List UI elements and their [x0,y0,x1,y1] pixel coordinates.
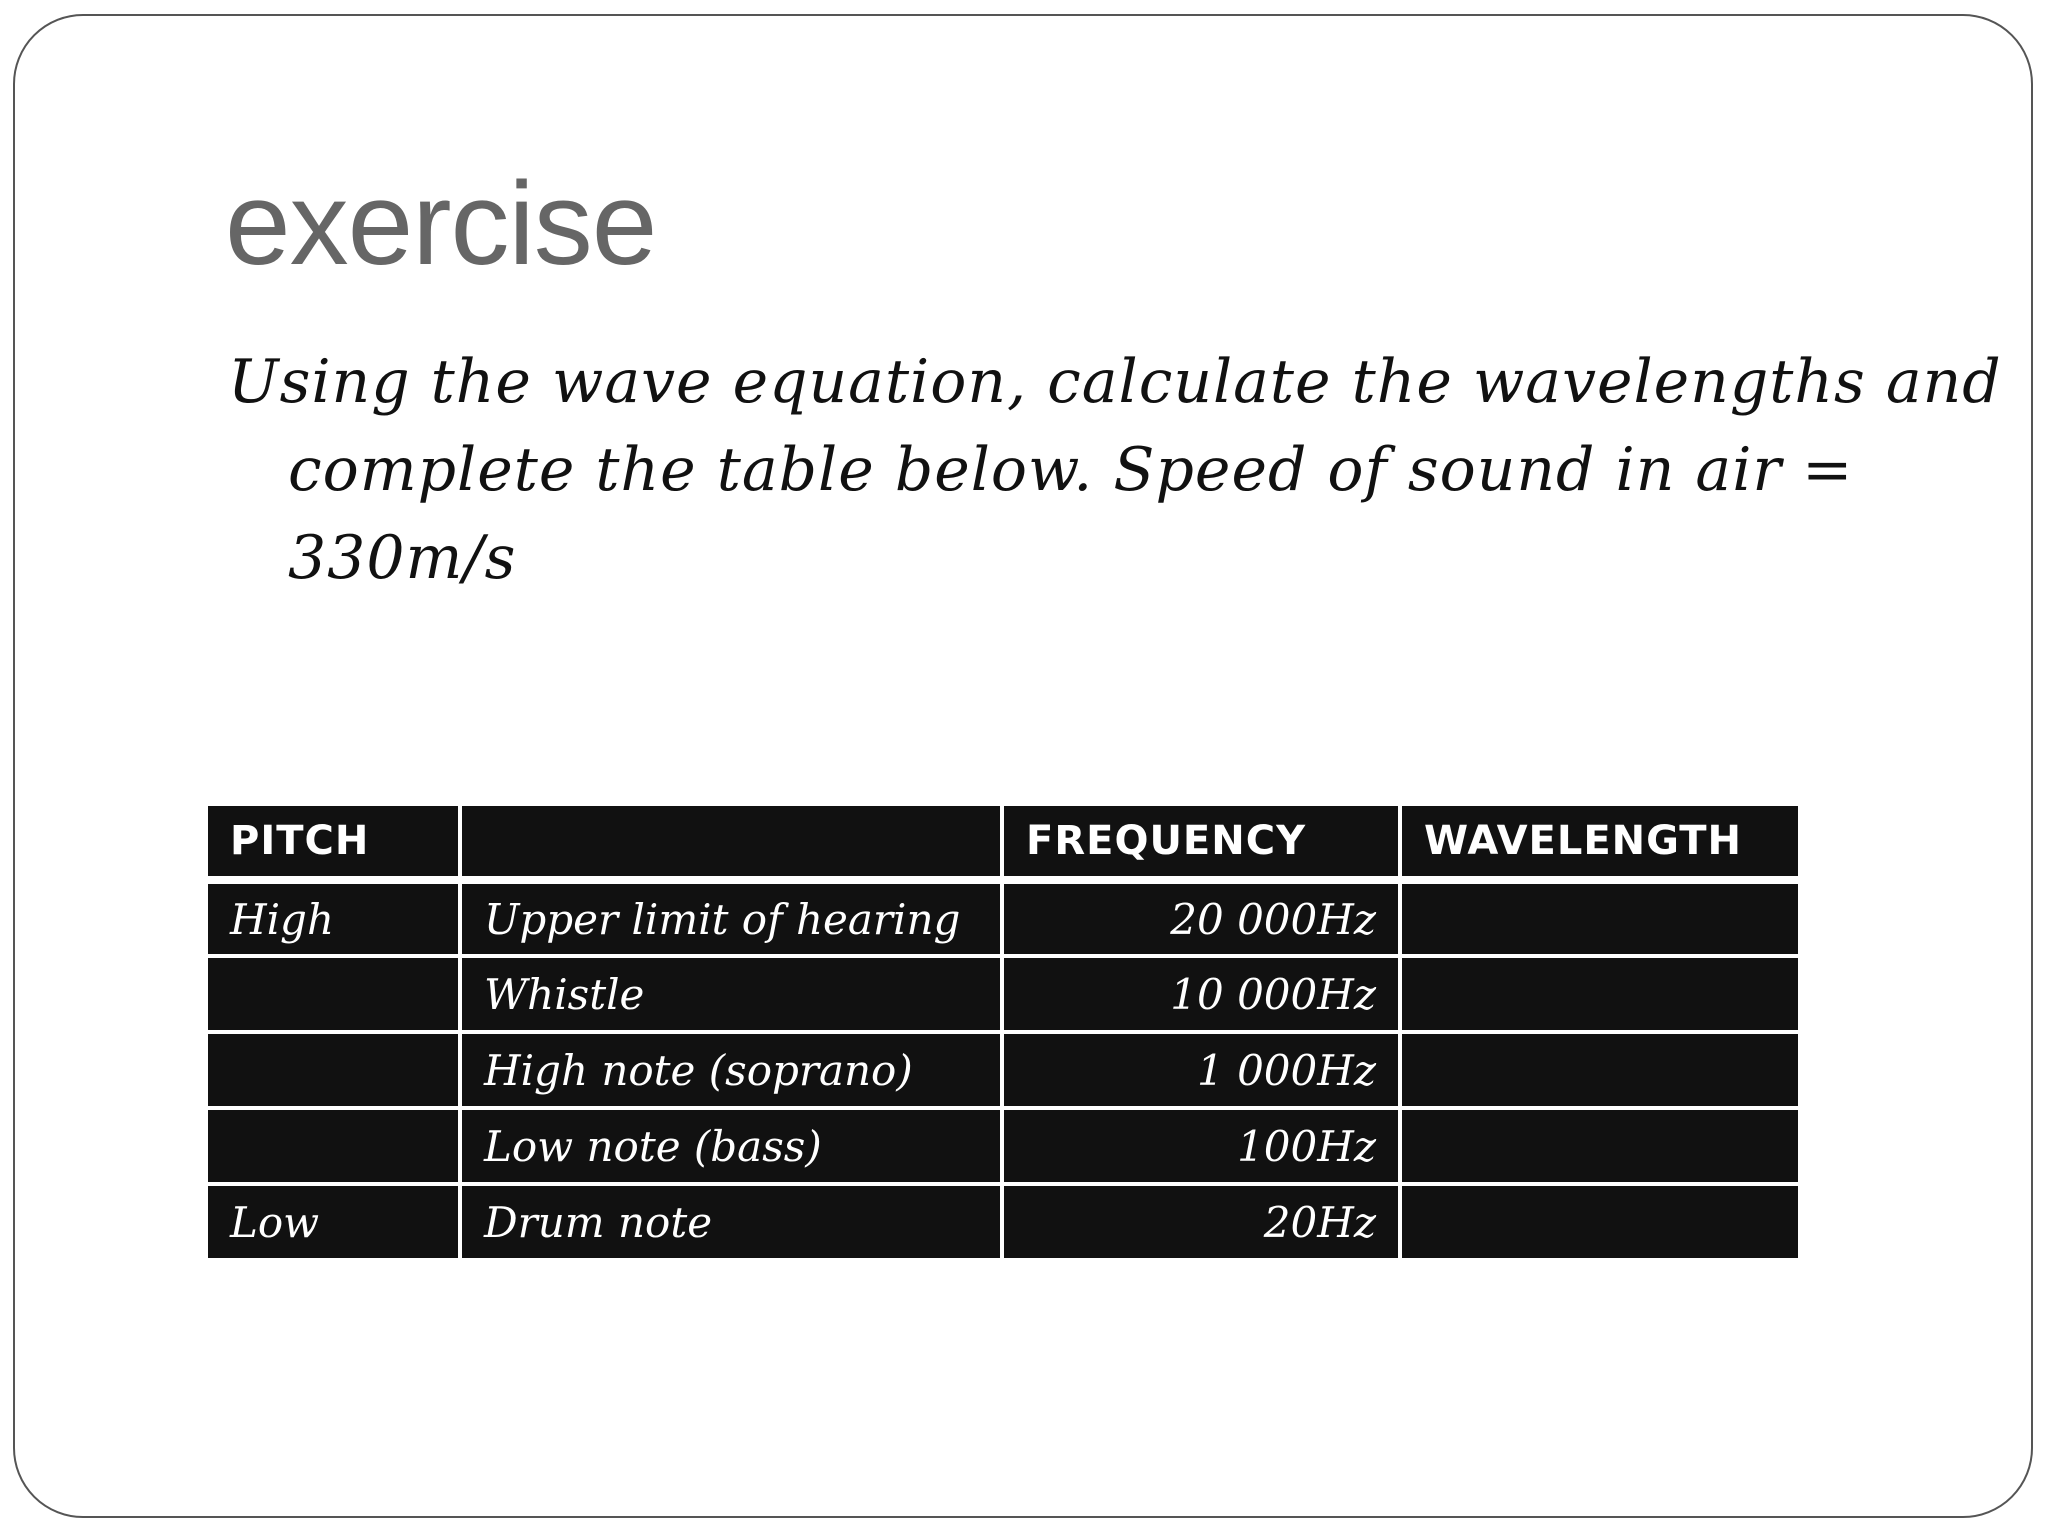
cell-wavelength [1400,880,1800,956]
cell-pitch [206,956,460,1032]
instruction-text: Using the wave equation, calculate the wavelengths and complete the table below. Speed of sound in air = 330m/s [228,347,2002,593]
cell-pitch [206,1108,460,1184]
cell-wavelength [1400,1184,1800,1260]
wavelength-table [204,802,1802,1262]
header-description [460,804,1002,880]
table-row [206,956,1800,1032]
header-frequency: FREQUENCY [1002,804,1400,880]
header-wavelength: WAVELENGTH [1400,804,1800,880]
slide-title: exercise [225,158,657,290]
cell-description: Whistle [460,956,1002,1032]
cell-description: High note (soprano) [460,1032,1002,1108]
cell-pitch [206,1032,460,1108]
table-row [206,1032,1800,1108]
cell-pitch: High [206,880,460,956]
table-header-row [206,804,1800,880]
cell-wavelength [1400,1032,1800,1108]
cell-description: Drum note [460,1184,1002,1260]
cell-frequency: 20Hz [1002,1184,1400,1260]
cell-frequency: 10 000Hz [1002,956,1400,1032]
table-row [206,1108,1800,1184]
table-row [206,1184,1800,1260]
cell-frequency: 20 000Hz [1002,880,1400,956]
cell-wavelength [1400,956,1800,1032]
cell-wavelength [1400,1108,1800,1184]
cell-pitch: Low [206,1184,460,1260]
cell-frequency: 1 000Hz [1002,1032,1400,1108]
cell-description: Low note (bass) [460,1108,1002,1184]
table-row [206,880,1800,956]
cell-frequency: 100Hz [1002,1108,1400,1184]
cell-description: Upper limit of hearing [460,880,1002,956]
header-pitch: PITCH [206,804,460,880]
